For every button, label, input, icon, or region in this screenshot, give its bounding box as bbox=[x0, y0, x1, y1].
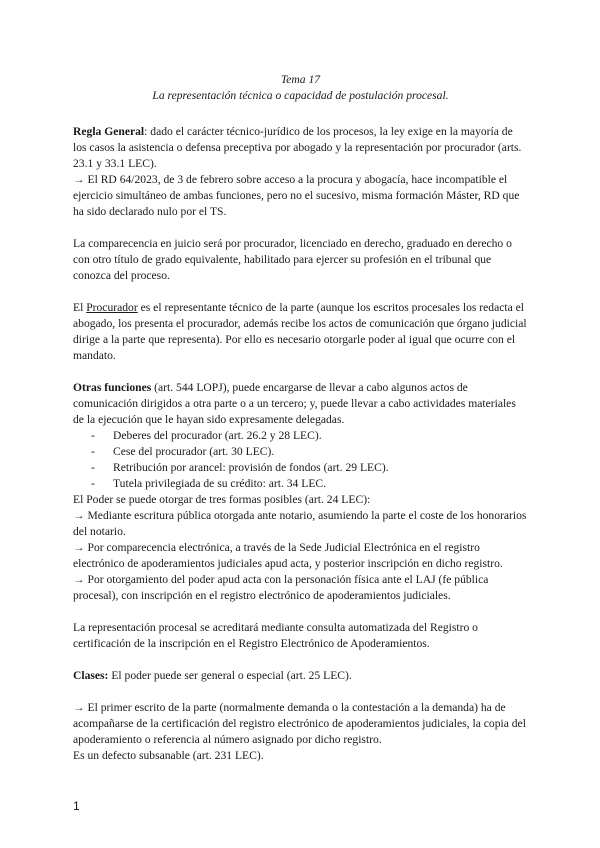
list-item: - Cese del procurador (art. 30 LEC). bbox=[73, 444, 528, 460]
classes-heading: Clases: bbox=[73, 669, 109, 682]
general-rule-paragraph bbox=[73, 124, 528, 172]
topic-subtitle: La representación técnica o capacidad de postulación procesal. bbox=[152, 89, 449, 102]
other-functions-paragraph: Otras funciones (art. 544 LOPJ), puede encargarse de llevar a cabo algunos actos de comunicación dirigidos a otra parte o a un tercero; y, puede llevar a cabo actividades materiales de la ejecución que le hayan sido expresamente delegadas. bbox=[73, 381, 516, 426]
other-functions-heading: Otras funciones bbox=[73, 381, 152, 394]
list-item: - Retribución por arancel: provisión de fondos (art. 29 LEC). bbox=[73, 460, 528, 476]
power-form-electronic: → Por comparecencia electrónica, a través de la Sede Judicial Electrónica en el registro electrónico de apoderamientos judiciales apud acta, y posterior inscripción en dicho registro. bbox=[73, 541, 503, 570]
duties-list bbox=[73, 428, 528, 492]
list-item: - Tutela privilegiada de su crédito: art. 34 LEC. bbox=[73, 476, 528, 492]
document-body bbox=[73, 72, 528, 764]
power-form-apud-acta: → Por otorgamiento del poder apud acta con la personación física ante el LAJ (fe pública procesal), con inscripción en el registro electrónico de apoderamientos judiciales. bbox=[73, 573, 489, 602]
first-filing-paragraph: → El primer escrito de la parte (normalmente demanda o la contestación a la demanda) ha de acompañarse de la certificación del registro electrónico de apoderamientos judiciales, la copia del apoderamiento o referencia al número asignado por dicho registro. bbox=[73, 701, 526, 746]
procurador-term: Procurador bbox=[86, 301, 138, 314]
defect-note: Es un defecto subsanable (art. 231 LEC). bbox=[73, 749, 264, 762]
list-item: - Deberes del procurador (art. 26.2 y 28 LEC). bbox=[73, 428, 528, 444]
general-rule-heading: Regla General bbox=[73, 125, 145, 138]
topic-title: Tema 17 bbox=[280, 73, 321, 86]
power-form-notary: → Mediante escritura pública otorgada ante notario, asumiendo la parte el coste de los honorarios del notario. bbox=[73, 509, 527, 538]
page-number: 1 bbox=[73, 799, 80, 813]
appearance-paragraph: La comparecencia en juicio será por procurador, licenciado en derecho, graduado en derecho o con otro título de grado equivalente, habilitado para ejercer su profesión en el tribunal que conozca del proceso. bbox=[73, 237, 512, 282]
general-rule-text: : dado el carácter técnico-jurídico de los procesos, la ley exige en la mayoría de los casos la asistencia o defensa preceptiva por abogado y la representación por procurador (arts. 23.1 y 33.1 LEC). bbox=[73, 125, 522, 170]
rd-note: → El RD 64/2023, de 3 de febrero sobre acceso a la procura y abogacía, hace incompatible el ejercicio simultáneo de ambas funciones, pero no el sucesivo, misma formación Máster, RD que ha sido declarado nulo por el TS. bbox=[73, 173, 520, 218]
procurador-paragraph: El Procurador es el representante técnico de la parte (aunque los escritos procesales los redacta el abogado, los presenta el procurador, además recibe los actos de comunicación que órgano judicial dirige a la parte que representa). Por ello es necesario otorgarle poder al igual que ocurre con el mandato. bbox=[73, 301, 527, 362]
accreditation-paragraph: La representación procesal se acreditará mediante consulta automatizada del Registro o certificación de la inscripción en el Registro Electrónico de Apoderamientos. bbox=[73, 621, 478, 650]
power-forms-intro: El Poder se puede otorgar de tres formas posibles (art. 24 LEC): bbox=[73, 493, 371, 506]
classes-paragraph: Clases: El poder puede ser general o especial (art. 25 LEC). bbox=[73, 669, 352, 682]
